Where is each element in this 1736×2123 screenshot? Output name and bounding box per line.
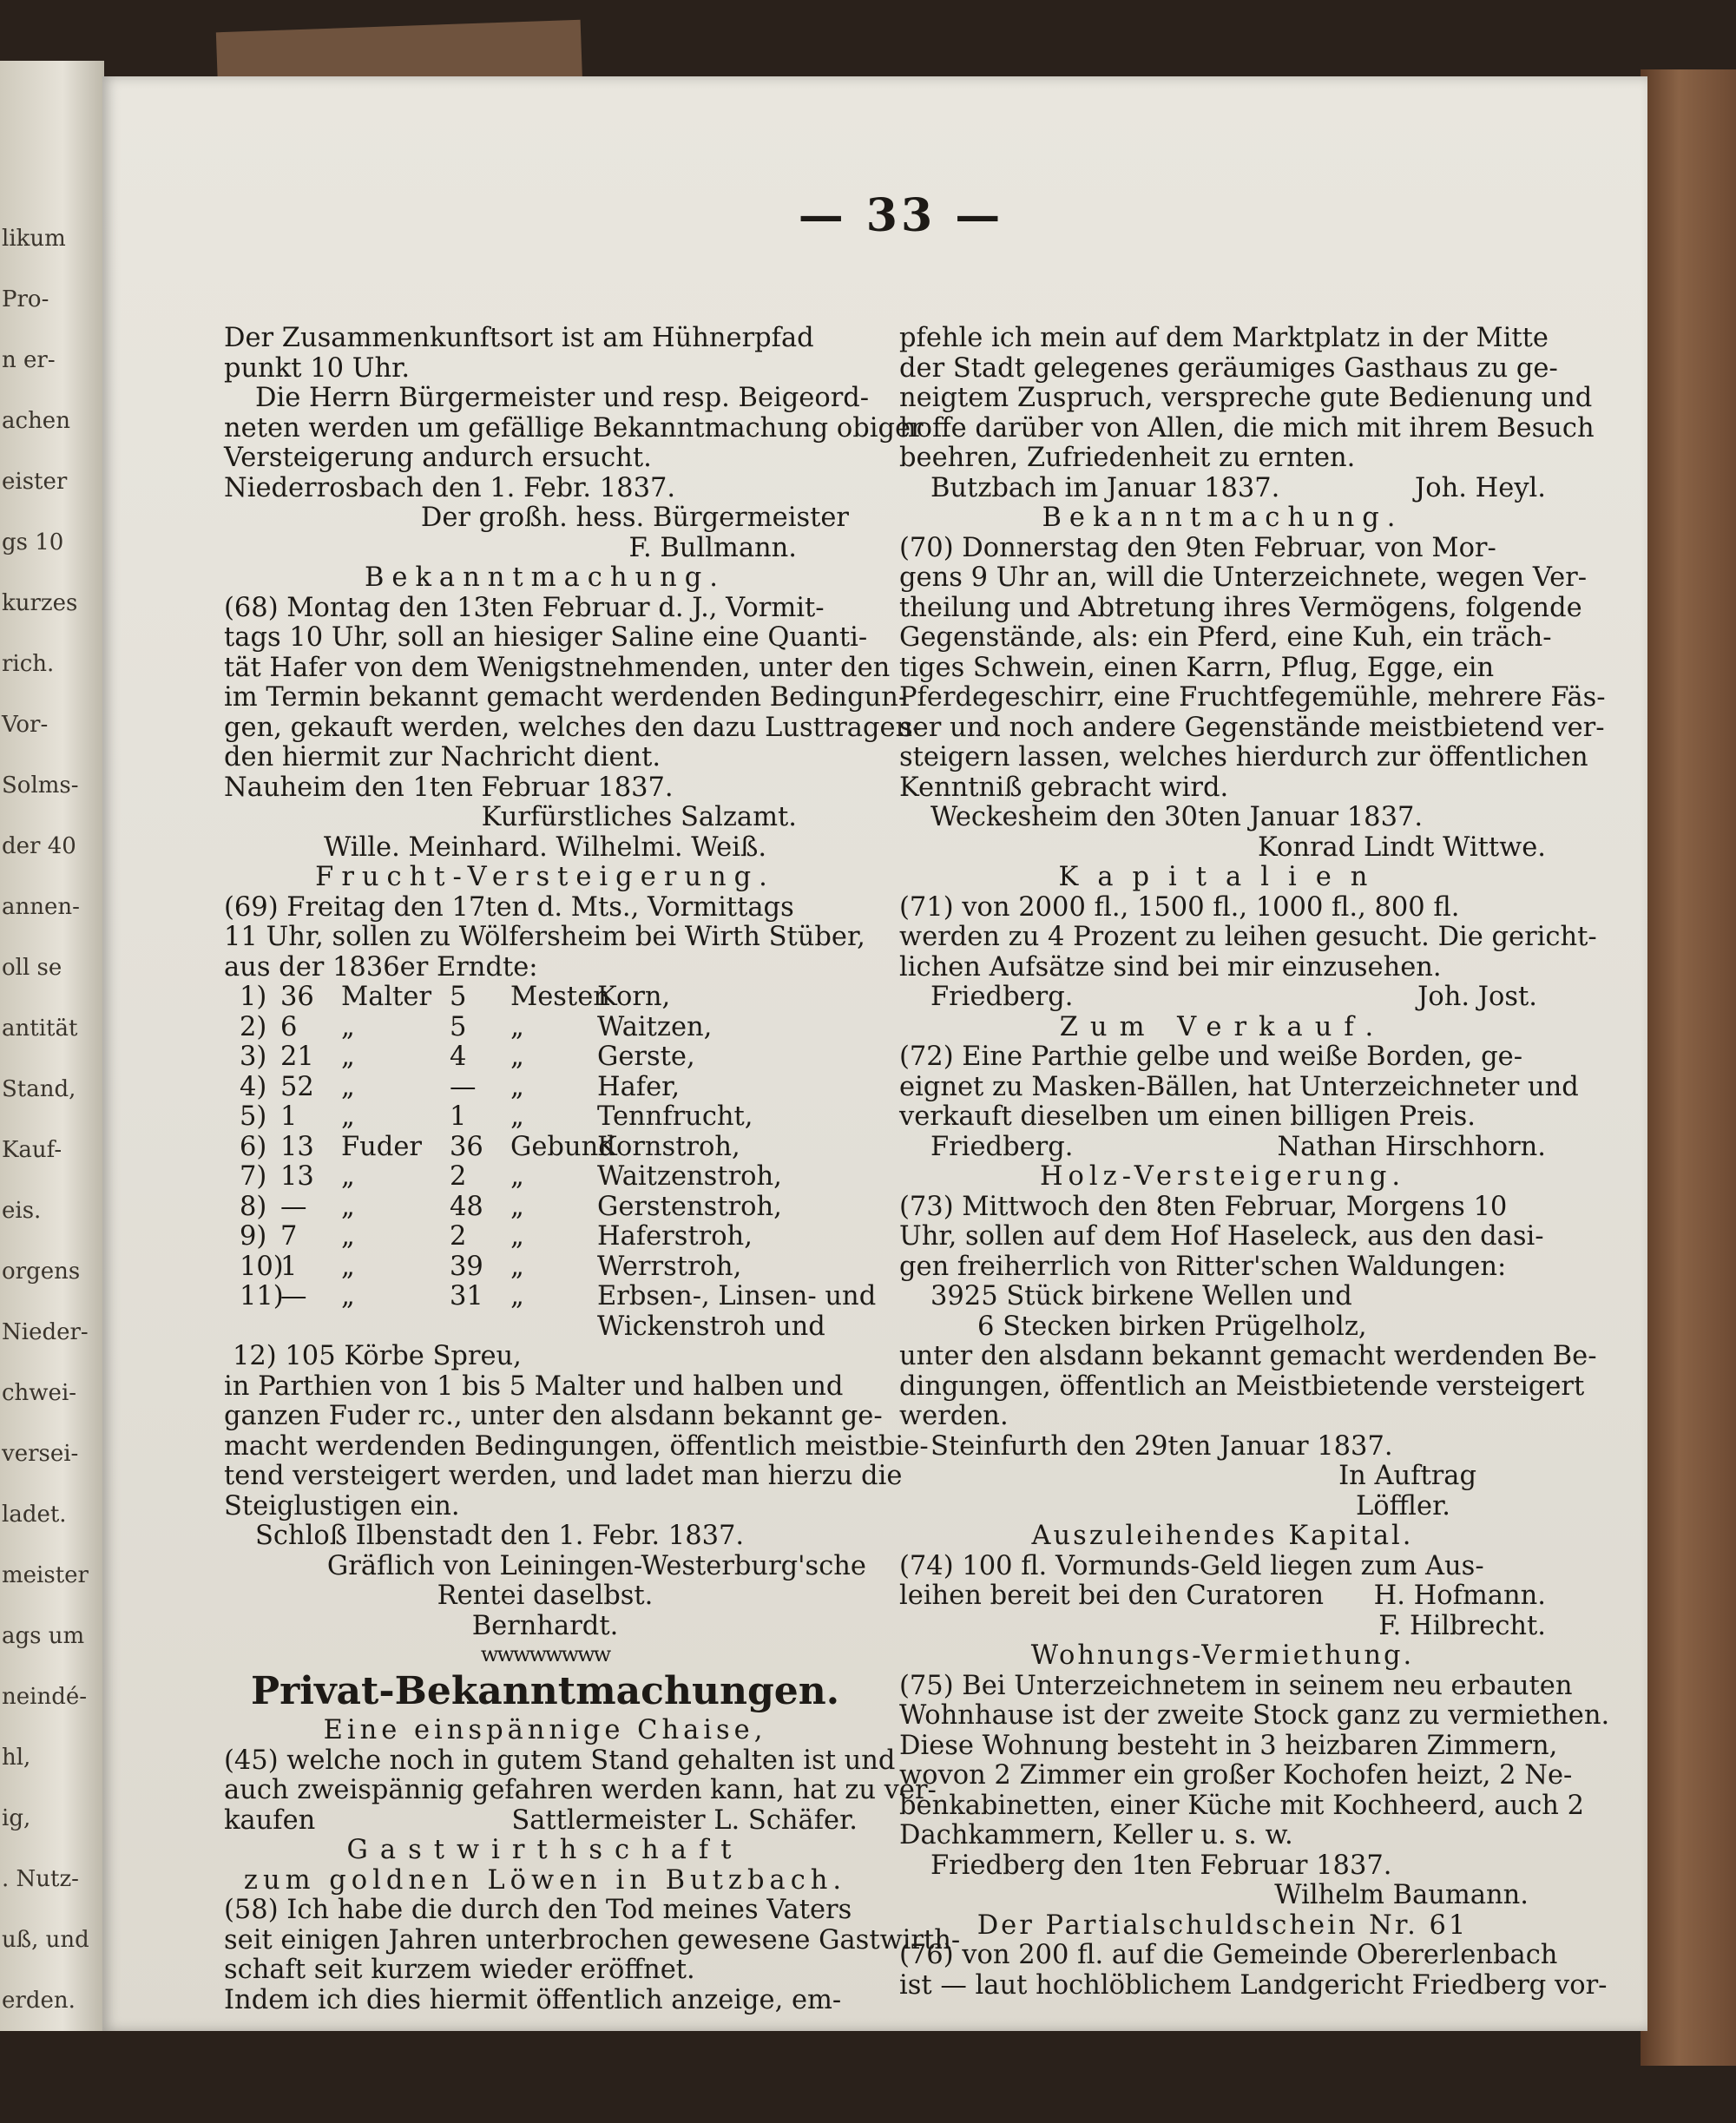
- margin-fragment: . Nutz-: [2, 1866, 79, 1892]
- margin-fragment: ags um: [2, 1623, 85, 1649]
- text-line: benkabinetten, einer Küche mit Kochheerd, auch 2: [899, 1790, 1585, 1821]
- text-line: dingungen, öffentlich an Meistbietende versteigert: [899, 1370, 1585, 1402]
- place-date: Steinfurth den 29ten Januar 1837.: [930, 1430, 1393, 1462]
- section-heading: Zum Verkauf.: [1059, 1011, 1386, 1042]
- section-heading: Eine einspännige Chaise,: [323, 1715, 767, 1745]
- text-line: (70) Donnerstag den 9ten Februar, von Mor-: [899, 532, 1496, 563]
- text-line: neigtem Zuspruch, verspreche gute Bedienung und: [899, 383, 1593, 413]
- text-line: (72) Eine Parthie gelbe und weiße Borden, ge-: [899, 1042, 1523, 1072]
- text-line: (76) von 200 fl. auf die Gemeinde Obererlenbach: [899, 1940, 1558, 1970]
- signature: Der großh. hess. Bürgermeister: [420, 503, 849, 533]
- margin-fragment: versei-: [2, 1441, 79, 1467]
- text-line: tend versteigert werden, und ladet man hierzu die: [224, 1461, 903, 1491]
- newspaper-page: [102, 76, 1647, 2031]
- list-item: 2) 6 „ 5 „ Waitzen,: [240, 1011, 713, 1042]
- list-item: 4) 52 „ — „ Hafer,: [240, 1071, 681, 1102]
- list-item: 7) 13 „ 2 „ Waitzenstroh,: [240, 1161, 782, 1192]
- section-heading: Wohnungs-Vermiethung.: [1030, 1640, 1415, 1671]
- ornament-divider: wwwwwwww: [480, 1642, 610, 1666]
- text-line: Diese Wohnung besteht in 3 heizbaren Zimmern,: [899, 1730, 1558, 1761]
- place-date: Schloß Ilbenstadt den 1. Febr. 1837.: [255, 1521, 745, 1551]
- place-date: Niederrosbach den 1. Febr. 1837.: [224, 472, 676, 503]
- list-item: 9) 7 „ 2 „ Haferstroh,: [240, 1221, 753, 1252]
- text-line: steigern lassen, welches hierdurch zur öffentlichen: [899, 742, 1588, 772]
- margin-fragment: achen: [2, 408, 70, 434]
- text-line: Uhr, sollen auf dem Hof Haseleck, aus den dasi-: [899, 1221, 1544, 1252]
- section-heading: Auszuleihendes Kapital.: [1031, 1521, 1414, 1551]
- margin-fragment: rich.: [2, 651, 55, 677]
- margin-fragment: likum: [2, 226, 66, 252]
- signature: Rentei daselbst.: [437, 1581, 654, 1611]
- text-line: beehren, Zufriedenheit zu ernten.: [899, 443, 1356, 473]
- margin-fragment: chwei-: [2, 1380, 77, 1406]
- text-line: punkt 10 Uhr.: [224, 352, 411, 384]
- margin-fragment: eis.: [2, 1198, 42, 1224]
- text-line: (71) von 2000 fl., 1500 fl., 1000 fl., 800 fl.: [899, 891, 1460, 923]
- list-item: 1) 36 Malter 5 Mesten Korn,: [240, 982, 671, 1012]
- text-line: (75) Bei Unterzeichnetem in seinem neu erbauten: [899, 1670, 1573, 1701]
- signature: Bernhardt.: [471, 1610, 619, 1641]
- text-line: (74) 100 fl. Vormunds-Geld liegen zum Aus-: [899, 1550, 1484, 1581]
- right-column: [899, 323, 1610, 2001]
- text-line: schaft seit kurzem wieder eröffnet.: [224, 1955, 695, 1985]
- text-line: (58) Ich habe die durch den Tod meines Vaters: [224, 1895, 852, 1925]
- section-heading: Holz-Versteigerung.: [1039, 1161, 1406, 1192]
- text-line: Die Herrn Bürgermeister und resp. Beigeord-: [255, 383, 870, 413]
- margin-fragment: neindé-: [2, 1684, 88, 1710]
- text-line: macht werdenden Bedingungen, öffentlich meistbie-: [224, 1430, 929, 1462]
- text-line: gens 9 Uhr an, will die Unterzeichnete, wegen Ver-: [899, 562, 1588, 593]
- text-line: ist — laut hochlöblichem Landgericht Friedberg vor-: [899, 1969, 1608, 2001]
- text-line: in Parthien von 1 bis 5 Malter und halben und: [224, 1370, 844, 1402]
- text-line: hoffe darüber von Allen, die mich mit ihrem Besuch: [899, 412, 1595, 444]
- margin-fragment: eister: [2, 469, 68, 495]
- margin-fragment: n er-: [2, 347, 56, 373]
- list-item: 11) — „ 31 „ Erbsen-, Linsen- und: [240, 1281, 877, 1311]
- text-line: seit einigen Jahren unterbrochen gewesene Gastwirth-: [224, 1924, 961, 1955]
- text-line: auch zweispännig gefahren werden kann, hat zu ver-: [224, 1775, 937, 1805]
- text-line: den hiermit zur Nachricht dient.: [224, 742, 661, 772]
- list-item: 12) 105 Körbe Spreu,: [233, 1341, 522, 1371]
- list-item: 5) 1 „ 1 „ Tennfrucht,: [240, 1101, 753, 1132]
- place-date: Nauheim den 1ten Februar 1837.: [224, 772, 674, 803]
- margin-fragment: annen-: [2, 894, 80, 920]
- text-line: kaufen Sattlermeister L. Schäfer.: [224, 1804, 858, 1836]
- margin-fragment: erden.: [2, 1988, 76, 2014]
- place-signature: Friedberg. Joh. Jost.: [930, 982, 1537, 1012]
- margin-fragment: ig,: [2, 1805, 31, 1831]
- place-date: Friedberg den 1ten Februar 1837.: [930, 1850, 1392, 1881]
- text-line: (45) welche noch in gutem Stand gehalten ist und: [224, 1745, 896, 1776]
- signature: F. Hilbrecht.: [1378, 1610, 1546, 1641]
- section-heading: Kapitalien: [1058, 862, 1387, 892]
- list-item: 6) 13 Fuder 36 Gebund Kornstroh,: [240, 1131, 740, 1162]
- signature: Wille. Meinhard. Wilhelmi. Weiß.: [323, 831, 767, 863]
- text-line: der Stadt gelegenes geräumiges Gasthaus zu ge-: [899, 352, 1558, 384]
- text-line: tiges Schwein, einen Karrn, Pflug, Egge, ein: [899, 652, 1495, 683]
- place-date: Weckesheim den 30ten Januar 1837.: [930, 802, 1424, 832]
- left-page-edge: [0, 61, 104, 2031]
- text-line: werden.: [899, 1401, 1009, 1431]
- section-heading: Frucht-Versteigerung.: [315, 862, 775, 892]
- margin-fragment: oll se: [2, 955, 62, 981]
- list-item: 3925 Stück birkene Wellen und: [930, 1281, 1352, 1311]
- text-line: 11 Uhr, sollen zu Wölfersheim bei Wirth Stüber,: [224, 922, 865, 952]
- text-line: gen, gekauft werden, welches den dazu Lusttragen-: [224, 712, 922, 743]
- section-heading: Der Partialschuldschein Nr. 61: [976, 1909, 1469, 1941]
- margin-fragment: uß, und: [2, 1927, 89, 1953]
- margin-fragment: hl,: [2, 1745, 31, 1771]
- text-line: Wohnhause ist der zweite Stock ganz zu vermiethen.: [899, 1700, 1610, 1731]
- text-line: im Termin bekannt gemacht werdenden Bedingun-: [224, 682, 908, 713]
- text-line: aus der 1836er Erndte:: [224, 951, 538, 983]
- text-line: (69) Freitag den 17ten d. Mts., Vormittags: [224, 891, 794, 923]
- signature: Konrad Lindt Wittwe.: [1257, 831, 1546, 863]
- place-signature: Friedberg. Nathan Hirschhorn.: [930, 1131, 1546, 1162]
- text-line: eignet zu Masken-Bällen, hat Unterzeichneter und: [899, 1071, 1579, 1102]
- list-item: Wickenstroh und: [597, 1311, 825, 1342]
- text-line: werden zu 4 Prozent zu leihen gesucht. Die gericht-: [899, 922, 1597, 952]
- list-item: 10) 1 „ 39 „ Werrstroh,: [240, 1251, 742, 1282]
- margin-fragment: antität: [2, 1015, 78, 1042]
- text-line: lichen Aufsätze sind bei mir einzusehen.: [899, 951, 1442, 983]
- text-line: unter den alsdann bekannt gemacht werdenden Be-: [899, 1341, 1597, 1371]
- margin-fragment: meister: [2, 1562, 89, 1588]
- margin-fragment: ladet.: [2, 1502, 67, 1528]
- text-line: gen freiherrlich von Ritter'schen Waldungen:: [899, 1251, 1507, 1282]
- margin-fragment: der 40: [2, 833, 76, 859]
- signature: Kurfürstliches Salzamt.: [481, 802, 797, 832]
- section-title: Privat-Bekanntmachungen.: [250, 1669, 840, 1713]
- place-signature: Butzbach im Januar 1837. Joh. Heyl.: [930, 472, 1546, 503]
- margin-fragment: gs 10: [2, 529, 64, 555]
- left-column: [224, 323, 961, 2015]
- page-number: — 33 —: [798, 189, 1004, 242]
- text-line: Indem ich dies hiermit öffentlich anzeige, em-: [224, 1984, 842, 2015]
- text-line: neten werden um gefällige Bekanntmachung obiger: [224, 412, 924, 444]
- section-heading: zum goldnen Löwen in Butzbach.: [243, 1864, 847, 1896]
- text-line: verkauft dieselben um einen billigen Preis.: [899, 1101, 1476, 1132]
- text-line: theilung und Abtretung ihres Vermögens, folgende: [899, 592, 1582, 623]
- text-line: (68) Montag den 13ten Februar d. J., Vormit-: [224, 592, 825, 623]
- signature: Wilhelm Baumann.: [1274, 1880, 1529, 1910]
- list-item: 3) 21 „ 4 „ Gerste,: [240, 1042, 695, 1072]
- margin-fragment: Solms-: [2, 772, 79, 799]
- text-line: Steiglustigen ein.: [224, 1490, 460, 1522]
- text-line: leihen bereit bei den Curatoren H. Hofmann.: [899, 1581, 1546, 1611]
- margin-fragment: orgens: [2, 1259, 81, 1285]
- list-item: 8) — „ 48 „ Gerstenstroh,: [240, 1191, 782, 1222]
- text-line: Der Zusammenkunftsort ist am Hühnerpfad: [224, 323, 814, 353]
- text-line: tags 10 Uhr, soll an hiesiger Saline eine Quanti-: [224, 622, 868, 653]
- text-line: tät Hafer von dem Wenigstnehmenden, unter den: [224, 652, 891, 683]
- signature: F. Bullmann.: [628, 532, 797, 563]
- section-heading: Gastwirthschaft: [346, 1835, 744, 1865]
- text-line: Dachkammern, Keller u. s. w.: [899, 1820, 1293, 1850]
- text-line: Versteigerung andurch ersucht.: [224, 443, 652, 473]
- signature: In Auftrag: [1338, 1461, 1476, 1491]
- margin-fragment: Stand,: [2, 1076, 76, 1102]
- margin-fragment: Nieder-: [2, 1319, 89, 1345]
- text-line: ganzen Fuder rc., unter den alsdann bekannt ge-: [224, 1401, 883, 1431]
- section-heading: Bekanntmachung.: [364, 562, 726, 593]
- text-line: pfehle ich mein auf dem Marktplatz in der Mitte: [899, 323, 1549, 353]
- book-cover-edge: [1641, 69, 1736, 2066]
- margin-fragment: kurzes: [2, 590, 78, 616]
- text-line: Pferdegeschirr, eine Fruchtfegemühle, mehrere Fäs-: [899, 682, 1606, 713]
- section-heading: Bekanntmachung.: [1042, 503, 1404, 533]
- text-line: Gegenstände, als: ein Pferd, eine Kuh, ein träch-: [899, 622, 1552, 653]
- text-line: wovon 2 Zimmer ein großer Kochofen heizt, 2 Ne-: [899, 1760, 1573, 1791]
- margin-fragment: Kauf-: [2, 1137, 62, 1163]
- margin-fragment: Pro-: [2, 286, 49, 312]
- text-line: (73) Mittwoch den 8ten Februar, Morgens 10: [899, 1191, 1508, 1222]
- signature: Löffler.: [1355, 1490, 1450, 1522]
- text-line: ser und noch andere Gegenstände meistbietend ver-: [899, 712, 1605, 743]
- margin-fragment: Vor-: [2, 712, 49, 738]
- text-line: Kenntniß gebracht wird.: [899, 772, 1229, 803]
- signature: Gräflich von Leiningen-Westerburg'sche: [326, 1550, 866, 1581]
- list-item: 6 Stecken birken Prügelholz,: [977, 1311, 1367, 1342]
